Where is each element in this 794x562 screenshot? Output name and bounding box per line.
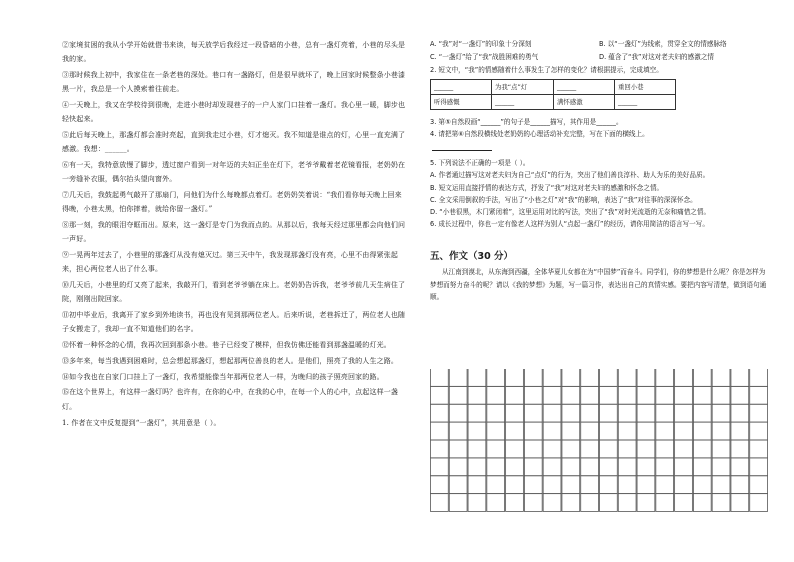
grid-cell[interactable] [618,404,636,422]
choice-option[interactable]: D. 蕴含了“我”对这对老夫妇的感激之情 [599,52,715,61]
grid-cell[interactable] [449,386,467,404]
grid-cell[interactable] [449,440,467,458]
grid-cell[interactable] [468,386,486,404]
passage-paragraph: ⑨一晃两年过去了，小巷里的那盏灯从没有熄灭过。第三天中午，我发现那盏灯没有亮，心里不由得紧张起来，担心两位老人出了什么事。 [62,251,399,274]
grid-cell[interactable] [506,440,524,458]
choice-option[interactable]: D. “小巷很黑，木门紧闭着”，这里运用对比的写法，突出了“我”对时光流逝的无奈和痛惜之情。 [430,208,711,217]
grid-cell[interactable] [618,386,636,404]
table-cell[interactable]: ______ [431,79,492,94]
grid-cell[interactable] [712,476,730,494]
grid-cell[interactable] [731,458,749,476]
question-4: 4. 请把第⑥自然段横线处老奶奶的心理活动补充完整，写在下面的横线上。 [430,130,649,138]
grid-cell[interactable] [618,458,636,476]
grid-cell[interactable] [600,458,618,476]
grid-cell[interactable] [562,386,580,404]
grid-cell[interactable] [600,422,618,440]
grid-cell[interactable] [524,369,542,386]
grid-cell[interactable] [543,440,561,458]
grid-cell[interactable] [543,386,561,404]
grid-cell[interactable] [637,404,655,422]
grid-cell[interactable] [637,458,655,476]
passage-paragraph: ⑮在这个世界上，有这样一盏灯吗？也许有，在你的心中，在我的心中，在每一个人的心中，点起这样一盏灯。 [62,388,399,411]
grid-cell[interactable] [524,494,542,512]
passage-paragraph: ⑤此后每天晚上，那盏灯都会准时亮起，直到我走过小巷，灯才熄灭。我不知道是谁点的灯，心里一直充满了感激。我想：______。 [62,131,406,154]
choice-option[interactable]: B. 短文运用直接抒情的表达方式，抒发了“我”对这对老夫妇的感激和怀念之情。 [430,183,664,192]
grid-cell[interactable] [524,404,542,422]
table-cell[interactable]: ______ [554,79,615,94]
choice-option[interactable]: C. “一盏灯”给了“我”战胜困难的勇气 [430,52,539,61]
grid-cell[interactable] [693,369,711,386]
question-1: 1. 作者在文中反复提到“一盏灯”，其用意是（ ）。 [62,418,221,427]
grid-cell[interactable] [449,369,467,386]
grid-cell[interactable] [562,458,580,476]
grid-cell[interactable] [637,386,655,404]
grid-cell[interactable] [731,476,749,494]
passage-paragraph: ⑭如今我也在自家门口挂上了一盏灯，我希望能像当年那两位老人一样，为晚归的孩子照亮回家的路。 [62,372,384,381]
choice-option[interactable]: C. 全文采用倒叙的手法，写出了“小巷之灯”对“我”的影响，表达了“我”对往事的深深怀念。 [430,195,697,204]
essay-writing-grid[interactable] [430,369,768,512]
grid-cell[interactable] [712,494,730,512]
grid-cell[interactable] [693,476,711,494]
grid-cell[interactable] [581,386,599,404]
grid-cell[interactable] [524,458,542,476]
grid-cell[interactable] [543,404,561,422]
table-cell: 重回小巷 [615,79,676,94]
grid-cell[interactable] [468,476,486,494]
passage-paragraph: ④一天晚上，我又在学校待到很晚，走进小巷时却发现巷子的一户人家门口挂着一盏灯。我心里一暖，脚步也轻快起来。 [62,101,406,124]
passage-paragraph: ⑩几天后，小巷里的灯又亮了起来，我敲开门，看到老爷爷躺在床上。老奶奶告诉我，老爷爷前几天生病住了院，刚刚出院回家。 [62,281,406,304]
grid-cell[interactable] [506,369,524,386]
grid-cell[interactable] [487,369,505,386]
grid-cell[interactable] [581,422,599,440]
passage-paragraph: ⑥有一天，我特意放慢了脚步，透过窗户看到一对年迈的夫妇正坐在灯下，老爷爷戴着老花镜看报，老奶奶在一旁缝补衣服，偶尔抬头望向窗外。 [62,161,406,184]
grid-cell[interactable] [618,369,636,386]
passage-paragraph: ⑫怀着一种怀念的心情，我再次回到那条小巷。巷子已经变了模样，但我仿佛还能看到那盏温暖的灯光。 [62,341,391,349]
grid-cell[interactable] [600,440,618,458]
option-row [430,38,768,51]
grid-cell[interactable] [449,422,467,440]
grid-cell[interactable] [506,494,524,512]
grid-cell[interactable] [449,476,467,494]
grid-cell[interactable] [693,404,711,422]
grid-cell[interactable] [618,422,636,440]
grid-cell[interactable] [562,440,580,458]
grid-cell[interactable] [524,422,542,440]
grid-cell[interactable] [637,440,655,458]
grid-cell[interactable] [600,369,618,386]
grid-cell[interactable] [750,494,768,512]
grid-cell[interactable] [712,458,730,476]
section-title: 五、作文（30 分） [430,251,514,263]
grid-cell[interactable] [675,369,693,386]
passage-paragraph: ⑪初中毕业后，我离开了家乡到外地读书，再也没有见到那两位老人。后来听说，老巷拆迁了，两位老人也随子女搬走了，我却一直不知道他们的名字。 [62,311,406,334]
passage-paragraph: ②家境贫困的我从小学开始就借书来读，每天放学后我经过一段昏暗的小巷，总有一盏灯亮着，小巷的尽头是我的家。 [62,41,406,64]
grid-cell[interactable] [675,476,693,494]
grid-cell[interactable] [543,422,561,440]
grid-cell[interactable] [581,369,599,386]
grid-cell[interactable] [581,404,599,422]
grid-cell[interactable] [750,386,768,404]
grid-cell[interactable] [562,422,580,440]
grid-cell[interactable] [656,494,674,512]
grid-cell[interactable] [656,404,674,422]
grid-cell[interactable] [656,422,674,440]
grid-cell[interactable] [449,458,467,476]
grid-cell[interactable] [675,404,693,422]
grid-cell[interactable] [731,404,749,422]
questions-column [430,38,768,303]
answer-line-q4[interactable] [432,140,492,151]
grid-cell[interactable] [731,440,749,458]
grid-cell[interactable] [731,369,749,386]
grid-cell[interactable] [618,494,636,512]
grid-cell[interactable] [675,494,693,512]
question-2: 2. 短文中，“我”的情感随着什么事发生了怎样的变化？请根据提示，完成填空。 [430,65,663,74]
grid-cell[interactable] [487,386,505,404]
grid-cell[interactable] [600,494,618,512]
grid-cell[interactable] [506,404,524,422]
question-5-options [430,169,768,218]
choice-option[interactable]: B. 以“一盏灯”为线索，贯穿全文的情感脉络 [599,40,727,48]
grid-cell[interactable] [693,458,711,476]
grid-cell[interactable] [506,476,524,494]
table-cell: 满怀感激 [554,94,615,109]
grid-cell[interactable] [506,422,524,440]
grid-cell[interactable] [712,422,730,440]
grid-cell[interactable] [656,369,674,386]
grid-cell[interactable] [468,404,486,422]
grid-cell[interactable] [600,386,618,404]
grid-cell[interactable] [524,386,542,404]
grid-cell[interactable] [468,422,486,440]
grid-cell[interactable] [600,476,618,494]
grid-cell[interactable] [712,404,730,422]
reading-passage [62,38,406,432]
grid-cell[interactable] [637,476,655,494]
grid-cell[interactable] [431,422,449,440]
grid-cell[interactable] [712,440,730,458]
grid-cell[interactable] [431,494,449,512]
table-row [431,79,676,94]
grid-cell[interactable] [675,440,693,458]
grid-cell[interactable] [431,440,449,458]
question-1-options [430,38,768,64]
grid-cell[interactable] [581,440,599,458]
grid-cell[interactable] [693,440,711,458]
grid-cell[interactable] [431,476,449,494]
grid-cell[interactable] [468,458,486,476]
table-row [431,94,676,109]
grid-cell[interactable] [524,440,542,458]
grid-cell[interactable] [468,440,486,458]
grid-cell[interactable] [543,494,561,512]
grid-cell[interactable] [431,369,449,386]
grid-cell[interactable] [543,476,561,494]
grid-cell[interactable] [543,369,561,386]
grid-cell[interactable] [656,458,674,476]
grid-cell[interactable] [750,458,768,476]
table-cell[interactable]: ______ [615,94,676,109]
grid-cell[interactable] [750,476,768,494]
table-cell[interactable]: ______ [491,94,553,109]
grid-cell[interactable] [581,476,599,494]
choice-option[interactable]: A. 作者通过描写这对老夫妇为自己“点灯”的行为，突出了他们善良淳朴、助人为乐的美好品质。 [430,171,710,180]
passage-paragraph: ③那时候我上初中，我家住在一条老巷的深处。巷口有一盏路灯，但是很早就坏了，晚上回家时候整条小巷漆黑一片，我总是一个人摸索着往前走。 [62,71,406,94]
grid-cell[interactable] [750,422,768,440]
grid-cell[interactable] [449,494,467,512]
question-3: 3. 第⑤自然段画“______”的句子是______描写，其作用是______。 [430,117,623,126]
grid-cell[interactable] [487,440,505,458]
grid-cell[interactable] [656,440,674,458]
grid-cell[interactable] [487,458,505,476]
option-row [430,51,768,64]
grid-cell[interactable] [431,404,449,422]
grid-cell[interactable] [675,422,693,440]
grid-cell[interactable] [618,440,636,458]
essay-prompt: 从江南到漠北，从东海到西疆，全体华夏儿女都在为“中国梦”而奋斗。同学们，你的梦想是什么呢？你是怎样为梦想而努力奋斗的呢？请以《我的梦想》为题，写一篇习作，表达出自己的真情实感。要把内容写清楚，做到语句通顺。 [430,268,767,301]
table-cell: 听得感慨 [431,94,492,109]
grid-cell[interactable] [543,458,561,476]
grid-cell[interactable] [524,476,542,494]
grid-cell[interactable] [731,386,749,404]
grid-cell[interactable] [675,386,693,404]
event-emotion-table [430,79,676,110]
grid-cell[interactable] [581,458,599,476]
passage-paragraph: ⑧那一刻，我的眼泪夺眶而出。原来，这一盏灯是专门为我而点的。从那以后，我每天经过那里都会向他们问一声好。 [62,221,406,244]
question-5: 5. 下列说法不正确的一项是（ ）。 [430,159,530,168]
grid-cell[interactable] [468,369,486,386]
grid-cell[interactable] [487,404,505,422]
grid-cell[interactable] [731,494,749,512]
passage-paragraph: ⑬多年来，每当我遇到困难时，总会想起那盏灯，想起那两位善良的老人。是他们，照亮了我的人生之路。 [62,356,399,365]
grid-cell[interactable] [750,440,768,458]
grid-cell[interactable] [562,494,580,512]
grid-cell[interactable] [506,458,524,476]
grid-cell[interactable] [693,494,711,512]
grid-cell[interactable] [656,476,674,494]
grid-cell[interactable] [675,458,693,476]
table-cell: 为我“点”灯 [491,79,553,94]
passage-paragraphs [62,38,406,414]
grid-cell[interactable] [468,494,486,512]
grid-cell[interactable] [431,458,449,476]
grid-cell[interactable] [693,386,711,404]
grid-cell[interactable] [712,386,730,404]
grid-cell[interactable] [712,369,730,386]
grid-cell[interactable] [581,494,599,512]
grid-cell[interactable] [693,422,711,440]
grid-cell[interactable] [750,404,768,422]
grid-cell[interactable] [656,386,674,404]
grid-cell[interactable] [600,404,618,422]
grid-cell[interactable] [750,369,768,386]
grid-cell[interactable] [562,404,580,422]
grid-cell[interactable] [637,494,655,512]
grid-cell[interactable] [449,404,467,422]
grid-cell[interactable] [618,476,636,494]
grid-cell[interactable] [637,422,655,440]
grid-cell[interactable] [506,386,524,404]
grid-cell[interactable] [731,422,749,440]
grid-cell[interactable] [487,422,505,440]
grid-cell[interactable] [431,386,449,404]
grid-cell[interactable] [487,494,505,512]
question-6: 6. 成长过程中，你也一定有像老人这样为别人“点起一盏灯”的经历，请你用简洁的语言写一写。 [430,220,709,229]
choice-option[interactable]: A. “我”对“一盏灯”的印象十分深刻 [430,40,532,48]
grid-cell[interactable] [562,476,580,494]
passage-paragraph: ⑦几天后，我鼓起勇气敲开了那扇门，问他们为什么每晚都点着灯。老奶奶笑着说：“我们看你每天晚上回来得晚，小巷太黑，怕你摔着，就给你留一盏灯。” [62,191,402,214]
grid-cell[interactable] [487,476,505,494]
grid-cell[interactable] [637,369,655,386]
grid-cell[interactable] [562,369,580,386]
